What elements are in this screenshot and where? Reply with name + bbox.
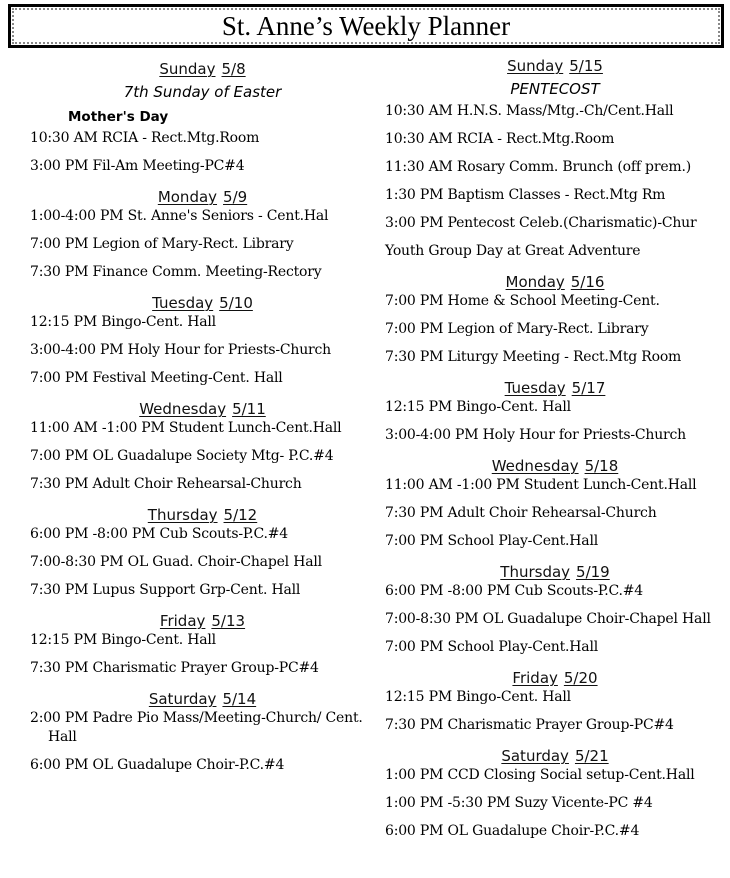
event-item: 11:00 AM -1:00 PM Student Lunch-Cent.Hall: [385, 477, 697, 493]
day-heading: [30, 397, 375, 419]
event-item: 7:00-8:30 PM OL Guadalupe Choir-Chapel Hall: [385, 611, 711, 627]
day-name: Sunday: [159, 60, 216, 78]
event-item: 3:00 PM Fil-Am Meeting-PC#4: [30, 158, 245, 174]
page-title: St. Anne’s Weekly Planner: [221, 10, 511, 41]
event-item: 7:30 PM Liturgy Meeting - Rect.Mtg Room: [385, 349, 682, 365]
day-date: 5/21: [574, 747, 609, 765]
day-name: Monday: [505, 273, 565, 291]
event-item: 7:00 PM OL Guadalupe Society Mtg- P.C.#4: [30, 448, 334, 464]
day-date: 5/19: [576, 563, 610, 581]
event-item: 7:30 PM Adult Choir Rehearsal-Church: [385, 505, 657, 521]
day-heading: [30, 503, 375, 525]
day-name: Saturday: [501, 747, 569, 765]
day-heading: [385, 666, 725, 688]
event-item: 3:00 PM Pentecost Celeb.(Charismatic)-Chur: [385, 215, 697, 231]
day-heading: [385, 744, 725, 766]
event-item: 12:15 PM Bingo-Cent. Hall: [385, 689, 571, 705]
event-item: 7:00 PM Festival Meeting-Cent. Hall: [30, 370, 283, 386]
event-item: 6:00 PM -8:00 PM Cub Scouts-P.C.#4: [30, 526, 289, 542]
day-name: Thursday: [500, 563, 571, 581]
day-name: Tuesday: [504, 379, 566, 397]
day-heading: [30, 687, 375, 709]
day-heading: [385, 454, 725, 476]
title-banner: [8, 4, 724, 48]
day-date: 5/15: [569, 57, 603, 75]
event-item: 7:00-8:30 PM OL Guad. Choir-Chapel Hall: [30, 554, 322, 570]
event-item: 7:00 PM Home & School Meeting-Cent.: [385, 293, 660, 309]
event-item: 10:30 AM RCIA - Rect.Mtg.Room: [30, 130, 260, 146]
day-name: Tuesday: [152, 294, 214, 312]
event-item: 10:30 AM H.N.S. Mass/Mtg.-Ch/Cent.Hall: [385, 103, 674, 119]
day-date: 5/18: [584, 457, 619, 475]
event-item: 7:30 PM Lupus Support Grp-Cent. Hall: [30, 582, 301, 598]
event-item: 7:00 PM Legion of Mary-Rect. Library: [385, 321, 649, 337]
event-item: 1:00 PM -5:30 PM Suzy Vicente-PC #4: [385, 795, 653, 811]
day-heading: [385, 54, 725, 76]
day-name: Saturday: [148, 690, 217, 708]
day-date: 5/10: [219, 294, 253, 312]
event-item: 2:00 PM Padre Pio Mass/Meeting-Church/ Cent. Hall: [30, 710, 363, 745]
day-date: 5/9: [223, 188, 248, 206]
event-item: 12:15 PM Bingo-Cent. Hall: [30, 314, 216, 330]
event-item: 7:30 PM Adult Choir Rehearsal-Church: [30, 476, 302, 492]
day-heading: [385, 270, 725, 292]
event-item: 7:30 PM Charismatic Prayer Group-PC#4: [30, 660, 319, 676]
day-date: 5/14: [222, 690, 257, 708]
event-item: 1:00 PM CCD Closing Social setup-Cent.Hall: [385, 767, 695, 783]
day-name: Monday: [157, 188, 218, 206]
event-item: 10:30 AM RCIA - Rect.Mtg.Room: [385, 131, 615, 147]
event-item: 12:15 PM Bingo-Cent. Hall: [385, 399, 571, 415]
day-date: 5/13: [211, 612, 246, 630]
day-date: 5/12: [223, 506, 258, 524]
event-item: 6:00 PM -8:00 PM Cub Scouts-P.C.#4: [385, 583, 644, 599]
event-item: 6:00 PM OL Guadalupe Choir-P.C.#4: [30, 757, 285, 773]
day-name: Wednesday: [491, 457, 579, 475]
day-name: Wednesday: [139, 400, 227, 418]
day-date: 5/17: [571, 379, 606, 397]
event-item: Youth Group Day at Great Adventure: [385, 243, 641, 259]
event-item: 3:00-4:00 PM Holy Hour for Priests-Church: [30, 342, 331, 358]
day-note: Mother's Day: [68, 109, 169, 125]
event-item: 1:30 PM Baptism Classes - Rect.Mtg Rm: [385, 187, 666, 203]
liturgical-day: PENTECOST: [510, 80, 600, 98]
liturgical-day: 7th Sunday of Easter: [123, 83, 282, 101]
event-item: 7:00 PM School Play-Cent.Hall: [385, 533, 599, 549]
day-date: 5/11: [232, 400, 266, 418]
day-heading: [30, 291, 375, 313]
event-item: 7:00 PM Legion of Mary-Rect. Library: [30, 236, 294, 252]
event-item: 11:00 AM -1:00 PM Student Lunch-Cent.Hall: [30, 420, 342, 436]
day-name: Thursday: [147, 506, 218, 524]
day-name: Friday: [159, 612, 206, 630]
day-date: 5/8: [221, 60, 246, 78]
left-column: [30, 57, 375, 784]
right-column: [385, 54, 725, 850]
day-heading: [30, 185, 375, 207]
day-name: Sunday: [507, 57, 564, 75]
day-name: Friday: [512, 669, 558, 687]
event-item: 12:15 PM Bingo-Cent. Hall: [30, 632, 216, 648]
day-date: 5/20: [563, 669, 598, 687]
day-heading: [30, 57, 375, 79]
day-heading: [385, 376, 725, 398]
day-date: 5/16: [570, 273, 605, 291]
event-item: 1:00-4:00 PM St. Anne's Seniors - Cent.Hal: [30, 208, 329, 224]
day-heading: [385, 560, 725, 582]
event-item: 3:00-4:00 PM Holy Hour for Priests-Church: [385, 427, 686, 443]
day-heading: [30, 609, 375, 631]
event-item: 6:00 PM OL Guadalupe Choir-P.C.#4: [385, 823, 640, 839]
event-item: 7:30 PM Finance Comm. Meeting-Rectory: [30, 264, 322, 280]
event-item: 7:30 PM Charismatic Prayer Group-PC#4: [385, 717, 674, 733]
event-item: 11:30 AM Rosary Comm. Brunch (off prem.): [385, 159, 691, 175]
event-item: 7:00 PM School Play-Cent.Hall: [385, 639, 599, 655]
